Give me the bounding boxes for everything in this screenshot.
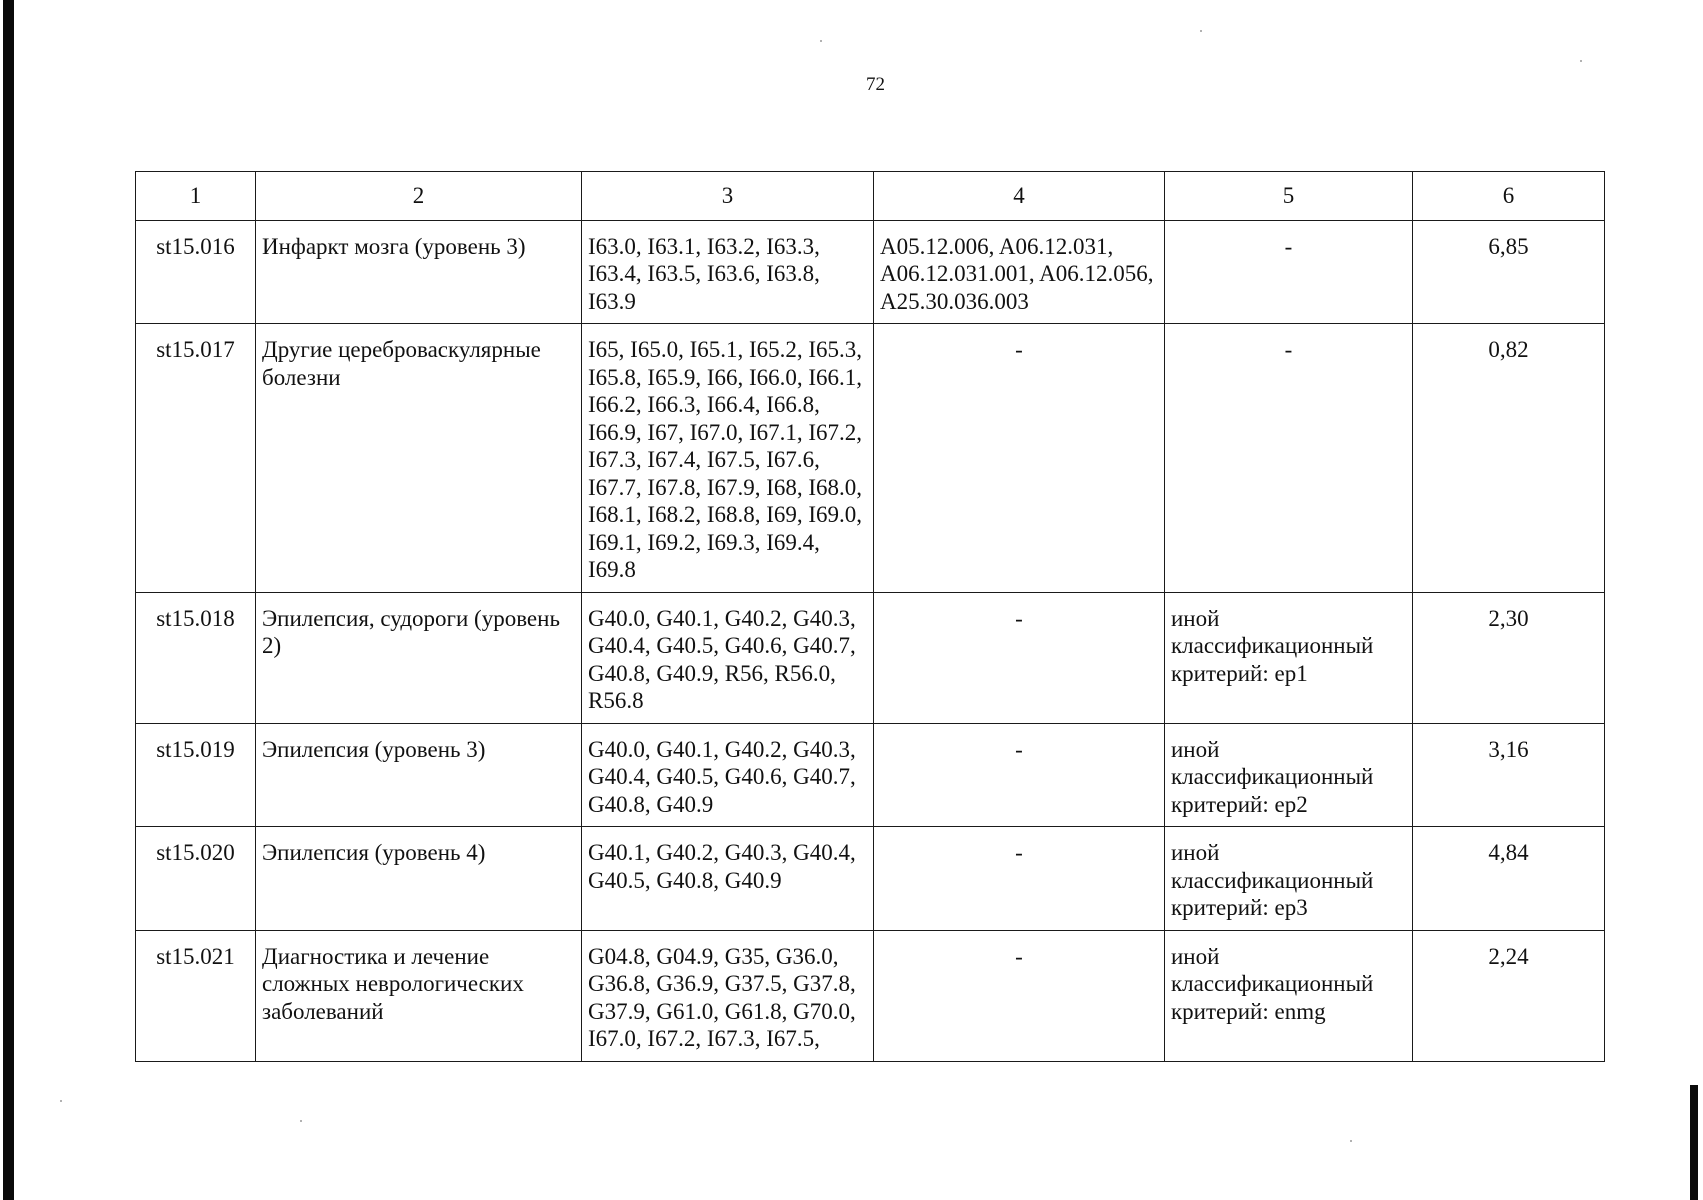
row-coefficient: 4,84 [1413, 827, 1605, 931]
scan-edge-right [1690, 1085, 1698, 1200]
table-row [136, 220, 1605, 324]
row-name: Эпилепсия, судороги (уровень 2) [256, 592, 582, 723]
column-header-5: 5 [1165, 172, 1413, 221]
row-coefficient: 6,85 [1413, 220, 1605, 324]
row-coefficient: 2,30 [1413, 592, 1605, 723]
table-row [136, 723, 1605, 827]
row-services: A05.12.006, A06.12.031, A06.12.031.001, A06.12.056, A25.30.036.003 [874, 220, 1165, 324]
row-icd-codes: I63.0, I63.1, I63.2, I63.3, I63.4, I63.5, I63.6, I63.8, I63.9 [582, 220, 874, 324]
page-number: 72 [866, 74, 885, 95]
table-header [136, 172, 1605, 221]
scan-speck [1580, 60, 1582, 62]
scan-speck [820, 40, 822, 42]
column-header-4: 4 [874, 172, 1165, 221]
header-row [136, 172, 1605, 221]
row-coefficient: 3,16 [1413, 723, 1605, 827]
tariff-table [135, 171, 1605, 1062]
row-criteria: - [1165, 220, 1413, 324]
row-icd-codes: G40.0, G40.1, G40.2, G40.3, G40.4, G40.5, G40.6, G40.7, G40.8, G40.9 [582, 723, 874, 827]
row-criteria: иной классификационный критерий: enmg [1165, 930, 1413, 1061]
row-name: Диагностика и лечение сложных неврологических заболеваний [256, 930, 582, 1061]
row-name: Эпилепсия (уровень 4) [256, 827, 582, 931]
row-criteria: иной классификационный критерий: ep1 [1165, 592, 1413, 723]
row-icd-codes: G04.8, G04.9, G35, G36.0, G36.8, G36.9, G37.5, G37.8, G37.9, G61.0, G61.8, G70.0, I67.0, I67.2, I67.3, I67.5, [582, 930, 874, 1061]
row-code: st15.016 [136, 220, 256, 324]
table-body [136, 220, 1605, 1061]
row-icd-codes: I65, I65.0, I65.1, I65.2, I65.3, I65.8, I65.9, I66, I66.0, I66.1, I66.2, I66.3, I66.4, I66.8, I66.9, I67, I67.0, I67.1, I67.2, I67.3, I67.4, I67.5, I67.6, I67.7, I67.8, I67.9, I68, I68.0, I68.1, I68.2, I68.8, I69, I69.0, I69.1, I69.2, I69.3, I69.4, I69.8 [582, 324, 874, 593]
row-code: st15.019 [136, 723, 256, 827]
row-code: st15.017 [136, 324, 256, 593]
table-row [136, 592, 1605, 723]
row-name: Инфаркт мозга (уровень 3) [256, 220, 582, 324]
table-row [136, 827, 1605, 931]
scan-speck [60, 1100, 62, 1102]
row-icd-codes: G40.0, G40.1, G40.2, G40.3, G40.4, G40.5, G40.6, G40.7, G40.8, G40.9, R56, R56.0, R56.8 [582, 592, 874, 723]
scan-speck [1200, 30, 1202, 32]
column-header-6: 6 [1413, 172, 1605, 221]
row-services: - [874, 930, 1165, 1061]
row-name: Эпилепсия (уровень 3) [256, 723, 582, 827]
scan-edge-left [3, 0, 14, 1200]
row-services: - [874, 827, 1165, 931]
row-services: - [874, 723, 1165, 827]
row-icd-codes: G40.1, G40.2, G40.3, G40.4, G40.5, G40.8, G40.9 [582, 827, 874, 931]
column-header-2: 2 [256, 172, 582, 221]
row-criteria: иной классификационный критерий: ep2 [1165, 723, 1413, 827]
row-coefficient: 2,24 [1413, 930, 1605, 1061]
column-header-1: 1 [136, 172, 256, 221]
row-code: st15.020 [136, 827, 256, 931]
row-services: - [874, 592, 1165, 723]
row-criteria: - [1165, 324, 1413, 593]
row-name: Другие цереброваскулярные болезни [256, 324, 582, 593]
column-header-3: 3 [582, 172, 874, 221]
table-row [136, 324, 1605, 593]
row-services: - [874, 324, 1165, 593]
scan-speck [300, 1120, 302, 1122]
scan-speck [1350, 1140, 1352, 1142]
row-criteria: иной классификационный критерий: ep3 [1165, 827, 1413, 931]
row-code: st15.018 [136, 592, 256, 723]
row-code: st15.021 [136, 930, 256, 1061]
row-coefficient: 0,82 [1413, 324, 1605, 593]
table-row [136, 930, 1605, 1061]
